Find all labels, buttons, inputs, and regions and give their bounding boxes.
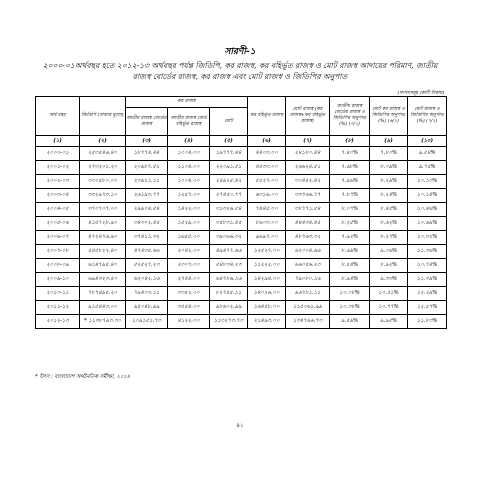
table-cell: ৮.৫৪%	[330, 259, 370, 273]
table-cell: ৬৬০৫৬.২৩	[286, 259, 330, 273]
table-cell: ১০০৪.০০	[168, 175, 210, 189]
table-cell: ২১৪৯৩.০০	[248, 315, 286, 329]
table-cell: ২৭৪৪.০০	[168, 273, 210, 287]
page-number: ৪১	[236, 423, 244, 429]
table-cell: ৮.৬২%	[370, 217, 408, 231]
table-cell: ৭.৮০%	[370, 147, 408, 161]
header-tax-revenue-group: কর রাজস্ব	[126, 97, 248, 108]
table-cell: ১১.৩৯%	[408, 273, 447, 287]
table-heading: সারণী-১	[224, 47, 256, 57]
header-total-revenue: মোট রাজস্ব (কর রাজস্ব+কর বহির্ভূত রাজস্ব)	[286, 97, 330, 136]
table-cell: ৮.২৯%	[370, 175, 408, 189]
table-cell: ৯.৫৯%	[330, 315, 370, 329]
table-cell: ৯.৩৩%	[370, 273, 408, 287]
table-cell: ৪১৫৭২৮.৯০	[80, 217, 126, 231]
table-row	[36, 161, 447, 175]
table-cell: ২৬৬২৪.৫১	[286, 161, 330, 175]
table-cell: ৫২৫২৭.২৩	[126, 259, 168, 273]
column-index-row	[36, 136, 447, 147]
table-cell: ১০.৩৮%	[330, 301, 370, 315]
fiscal-year-cell: ২০০৩-০৪	[36, 189, 80, 203]
table-cell: ৯৫০৪৮.৯৯	[126, 301, 168, 315]
table-cell: ৯৬৭৮১.১১	[286, 287, 330, 301]
table-cell: ৬২০৪২.১৬	[126, 273, 168, 287]
table-cell: ১৬৫৫.০০	[168, 231, 210, 245]
column-index: (৪)	[168, 136, 210, 147]
table-cell: ৮.৬৯%	[330, 245, 370, 259]
table-cell: ৩১৩২৬.৫৪	[210, 203, 248, 217]
table-cell: ৭.৪০%	[330, 147, 370, 161]
table-cell: ৫৪৮৩৪.২৩	[210, 259, 248, 273]
header-year: অর্থ বছর	[36, 97, 80, 136]
header-total-gdp-ratio: মোট রাজস্ব ও জিডিপির অনুপাত (%) (৭/২)	[408, 97, 447, 136]
column-index: (৯)	[370, 136, 408, 147]
table-cell: ৩৫৮৩১.৪৫	[210, 217, 248, 231]
table-cell: ৮.২৪%	[370, 189, 408, 203]
table-cell: ১১২২২.০০	[248, 259, 286, 273]
table-cell: ৩৪৩০২.৪৫	[126, 217, 168, 231]
column-index: (৮)	[330, 136, 370, 147]
table-cell: ১০.৭৭%	[370, 301, 408, 315]
table-cell: ১০৯১৫১.৭৩	[126, 315, 168, 329]
fiscal-year-cell: ২০০৫-০৬	[36, 217, 80, 231]
table-cell: ৭৯০৮০.১৬	[286, 273, 330, 287]
table-cell: ২৫৩৫৪৬.৪০	[80, 147, 126, 161]
table-cell: ৪৮৭৬৩.৩২	[286, 231, 330, 245]
table-cell: ৪৭২৪৭৬.৯০	[80, 231, 126, 245]
table-cell: ১২৫২৭.০০	[248, 245, 286, 259]
table-cell: ৮.৯৪%	[330, 273, 370, 287]
table-cell: ৪৫৩৩.০০	[248, 161, 286, 175]
table-cell: ১৩৪৭৬৬.৭৩	[286, 315, 330, 329]
table-cell: ৮.৯২%	[370, 259, 408, 273]
table-cell: ৯.৭৫%	[408, 161, 447, 175]
table-cell: ৭.৬৮%	[330, 161, 370, 175]
table-cell: ৬২০০৪.৬৬	[286, 245, 330, 259]
table-cell: ৩৭৪১১.৩২	[126, 231, 168, 245]
fiscal-year-cell: ২০০০-০১	[36, 147, 80, 161]
table-cell: ৬৯৪৩২৩.৫০	[80, 273, 126, 287]
table-cell: ২০৯৮৭.৫১	[126, 161, 168, 175]
table-cell: ১১৩২৭৩.৭৩	[210, 315, 248, 329]
table-cell: ৩০৪৫২.৪২	[286, 175, 330, 189]
table-row	[36, 217, 447, 231]
revenue-table	[35, 96, 447, 329]
table-cell: ২৪৯২৫.৪২	[210, 175, 248, 189]
table-cell: ৮৬০৩.০০	[248, 217, 286, 231]
header-nbr-revenue: জাতীয় রাজস্ব বোর্ডের রাজস্ব	[126, 108, 168, 136]
table-cell: ১৪২৯৪.০০	[248, 273, 286, 287]
table-cell: ৯৮৬০২.৯৯	[210, 301, 248, 315]
column-index: (৩)	[126, 136, 168, 147]
fiscal-year-cell: ২০১০-১১	[36, 287, 80, 301]
table-cell: ৭.৯২%	[330, 231, 370, 245]
table-cell: ৪১২২.০০	[168, 315, 210, 329]
table-cell: ১২৫৭.০০	[168, 189, 210, 203]
table-cell: ১১০৪.০০	[168, 161, 210, 175]
fiscal-year-cell: ২০০৬-০৭	[36, 231, 80, 245]
table-cell: ৮.২৭%	[370, 231, 408, 245]
table-row	[36, 189, 447, 203]
table-cell: ১০.৫১%	[370, 287, 408, 301]
table-cell: ১২.২৯%	[408, 287, 447, 301]
table-cell: ১০.৬৯%	[408, 217, 447, 231]
fiscal-year-cell: ২০০৯-১০	[36, 273, 80, 287]
column-index: (২)	[80, 136, 126, 147]
table-cell: ১০.০৮%	[330, 287, 370, 301]
table-cell: ৯৬৯৭.০০	[248, 231, 286, 245]
table-cell: ৬৪৭৮৬.১৬	[210, 273, 248, 287]
table-cell: ৭.৯৬%	[330, 175, 370, 189]
table-cell: ১০.৭৪%	[408, 259, 447, 273]
table-cell: ৫৪৫৮২২.৪০	[80, 245, 126, 259]
table-cell: ৭৪৪৫.০০	[248, 203, 286, 217]
table-cell: ৪৪০৩.০০	[248, 147, 286, 161]
table-cell: ২০৪২.০০	[168, 245, 210, 259]
table-cell: ২৩৯২১.১১	[126, 175, 168, 189]
table-cell: ১০.১৩%	[408, 175, 447, 189]
table-row	[36, 203, 447, 217]
table-cell: ১০.৪৬%	[408, 203, 447, 217]
table-cell: ৪৪৪৩৪.৪৫	[286, 217, 330, 231]
table-cell: ৬১৪৭৯৫.৪০	[80, 259, 126, 273]
table-cell: ৩৯০৬৬.৩২	[210, 231, 248, 245]
fiscal-year-cell: ২০১২-১৩	[36, 315, 80, 329]
table-cell: ১১৫০৬১.৯৯	[286, 301, 330, 315]
table-cell: ৩৭০৭০৭.০০	[80, 203, 126, 217]
table-cell: ৮.০৭%	[330, 203, 370, 217]
table-row	[36, 231, 447, 245]
column-index: (১০)	[408, 136, 447, 147]
source-footnote: * উৎস : বাংলাদেশ অর্থনৈতিক সমীক্ষা, ২০১৪	[35, 374, 131, 380]
table-cell: ৪৭৪৩৫.৬৬	[126, 245, 168, 259]
table-cell: ১৮৭৭৪.৪৪	[126, 147, 168, 161]
table-cell: ৬৩১৬.০০	[248, 189, 286, 203]
table-cell: ৩৮৭৭১.৫৪	[286, 203, 330, 217]
table-cell: ১১.৩৬%	[408, 245, 447, 259]
fiscal-year-cell: ২০০৭-০৮	[36, 245, 80, 259]
table-cell: ২৪১৮০.৪৪	[286, 147, 330, 161]
fiscal-year-cell: ২০১১-১২	[36, 301, 80, 315]
table-cell: ১৪২২.০০	[168, 203, 210, 217]
table-cell: ১৬৪৫৮.০০	[248, 301, 286, 315]
header-non-nbr-revenue: জাতীয় রাজস্ব বোর্ড বহির্ভূত রাজস্ব	[168, 108, 210, 136]
table-cell: * ১১৩৮৭৯৩.৩০	[80, 315, 126, 329]
column-index: (৬)	[248, 136, 286, 147]
table-row	[36, 287, 447, 301]
table-cell: ১৪০২৬.০০	[248, 287, 286, 301]
column-index: (৭)	[286, 136, 330, 147]
table-cell: ৩৩২৯৭৩.১০	[80, 189, 126, 203]
table-cell: ১৫২৯.০০	[168, 217, 210, 231]
unit-note: (সংখ্যাসমূহ কোটি টাকায়)	[397, 91, 444, 96]
table-cell: ২৭৩২০১.২০	[80, 161, 126, 175]
table-cell: ২৬১৯৩.৭৭	[126, 189, 168, 203]
table-body	[36, 136, 447, 329]
table-cell: ১০.৩২%	[408, 231, 447, 245]
fiscal-year-cell: ২০০১-০২	[36, 161, 80, 175]
table-cell: ৯১৫৪৪৩.০০	[80, 301, 126, 315]
table-cell: ৭৯৪০৩.১১	[126, 287, 168, 301]
table-cell: ১০০৪.০০	[168, 147, 210, 161]
table-cell: ৭৮৭৪৯৫.২০	[80, 287, 126, 301]
table-cell: ২৯৯০৪.৫৪	[126, 203, 168, 217]
table-cell: ৩৫৫৪.০০	[168, 301, 210, 315]
column-index: (১)	[36, 136, 80, 147]
table-cell: ১৯৭৭৭.৪৪	[210, 147, 248, 161]
table-row	[36, 301, 447, 315]
table-cell: ২৩০৭.০০	[168, 259, 210, 273]
table-cell: ৮.৪৫%	[370, 203, 408, 217]
table-cell: ৮২৭৫৫.১১	[210, 287, 248, 301]
table-cell: ৭.৮৭%	[330, 189, 370, 203]
header-nbr-gdp-ratio: জাতীয় রাজস্ব বোর্ডের রাজস্ব ও জিডিপির অনুপাত (%) (৩/২)	[330, 97, 370, 136]
table-cell: ৮.২৫%	[330, 217, 370, 231]
fiscal-year-cell: ২০০২-০৩	[36, 175, 80, 189]
header-gdp: জিডিপি (বাজার মূল্যে)	[80, 97, 126, 136]
table-cell: ১২.৫৭%	[408, 301, 447, 315]
table-cell: ৩৩৫২.০০	[168, 287, 210, 301]
table-cell: ৯.৯৫%	[370, 315, 408, 329]
header-nontax-revenue: কর বহির্ভূত রাজস্ব	[248, 97, 286, 136]
header-tax-total: মোট	[210, 108, 248, 136]
table-cell: ৮.০৯%	[370, 161, 408, 175]
table-cell: ৯.০৬%	[370, 245, 408, 259]
table-cell: ২৭৪৫০.৭৭	[210, 189, 248, 203]
table-row	[36, 147, 447, 161]
table-cell: ৫৫২৭.০০	[248, 175, 286, 189]
table-cell: ১১.৮৩%	[408, 315, 447, 329]
fiscal-year-cell: ২০০৮-০৯	[36, 259, 80, 273]
table-row	[36, 245, 447, 259]
table-row	[36, 315, 447, 329]
table-row	[36, 273, 447, 287]
table-cell: ১০.১৪%	[408, 189, 447, 203]
table-cell: ৩৩৭৬৬.৭৭	[286, 189, 330, 203]
header-tax-gdp-ratio: মোট কর রাজস্ব ও জিডিপির অনুপাত (%) (৬/২)	[370, 97, 408, 136]
table-cell: ২২০৯১.৫১	[210, 161, 248, 175]
table-cell: ৯.৫৪%	[408, 147, 447, 161]
table-subtitle-line2: রাজস্ব বোর্ডের রাজস্ব, কর রাজস্ব এবং মোট রাজস্ব ও জিডিপির অনুপাত	[132, 72, 348, 81]
table-cell: ৩০০৫৮০.০০	[80, 175, 126, 189]
table-subtitle-line1: ২০০০-০১অর্থবছর হতে ২০১২-১৩ অর্থবছর পর্যন্ত জিডিপি, কর রাজস্ব, কর বহির্ভূত রাজস্ব ও মোট রাজস্ব আদায়ের পরিমাণ, জাতীয়	[42, 61, 438, 70]
table-cell: ৪৯৪৭৭.৬৬	[210, 245, 248, 259]
column-index: (৫)	[210, 136, 248, 147]
table-row	[36, 259, 447, 273]
table-row	[36, 175, 447, 189]
fiscal-year-cell: ২০০৪-০৫	[36, 203, 80, 217]
